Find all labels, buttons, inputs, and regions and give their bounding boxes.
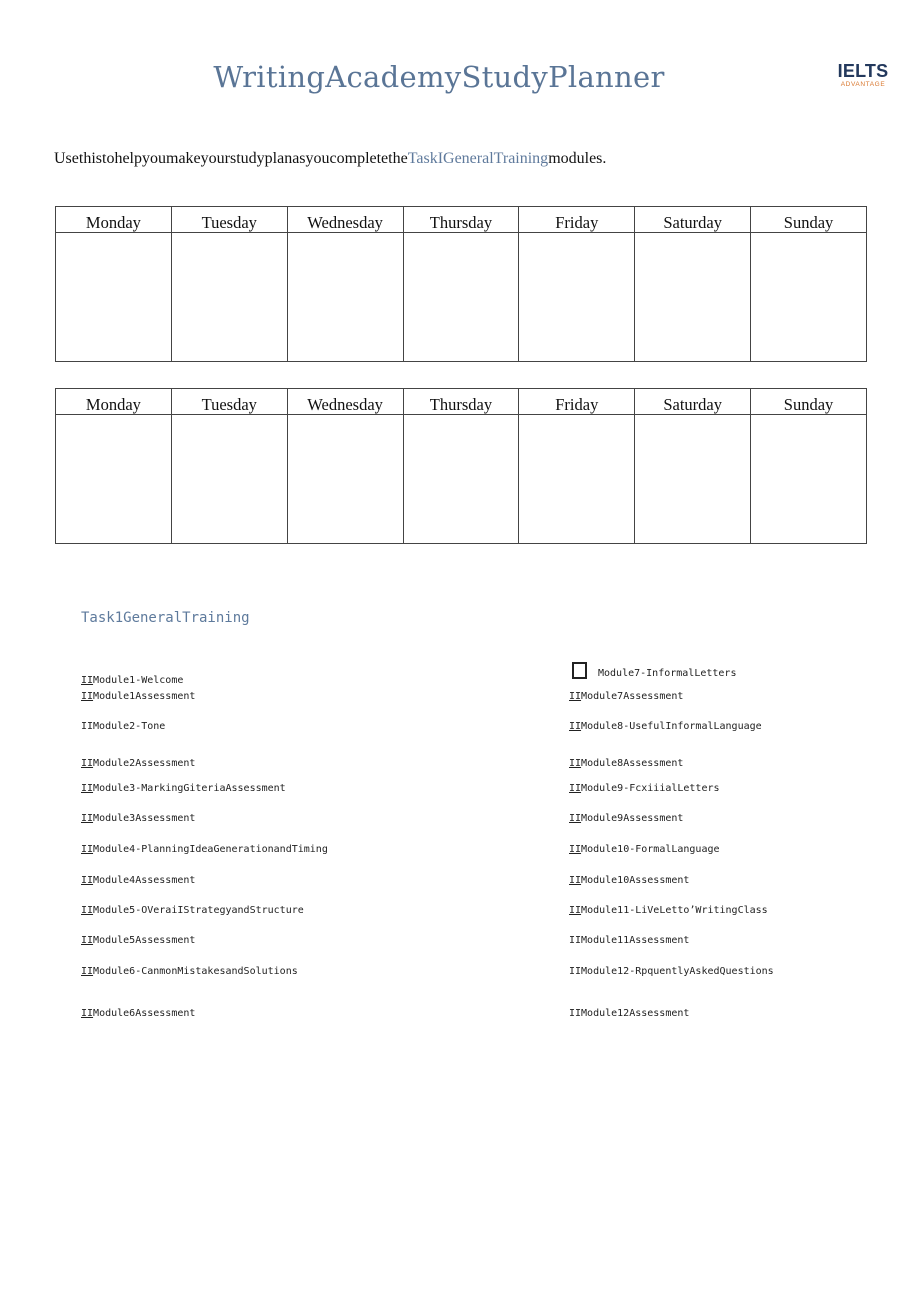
day-cells-row: [56, 415, 867, 544]
module-label: Module3-MarkingGiteriaAssessment: [93, 783, 286, 794]
day-header-thursday: Thursday: [403, 389, 519, 415]
day-cell-saturday[interactable]: [635, 415, 751, 544]
day-header-friday: Friday: [519, 389, 635, 415]
day-header-wednesday: Wednesday: [287, 389, 403, 415]
day-cell-sunday[interactable]: [751, 233, 867, 362]
day-cell-thursday[interactable]: [403, 233, 519, 362]
module-item[interactable]: [569, 966, 774, 978]
logo-sub-text: ADVANTAGE: [840, 81, 886, 88]
checkbox-icon[interactable]: [572, 662, 587, 677]
checkbox-mark: II: [569, 691, 582, 702]
module-item[interactable]: [598, 668, 736, 680]
day-header-row: [56, 207, 867, 233]
logo-main-text: IELTS: [837, 61, 889, 81]
day-cell-wednesday[interactable]: [287, 415, 403, 544]
checkbox-mark: II: [569, 758, 582, 769]
checkbox-mark: II: [569, 783, 582, 794]
checkbox-mark: II: [81, 783, 94, 794]
module-label: IIModule2-Tone: [81, 721, 166, 732]
module-label: Module1Assessment: [93, 691, 196, 702]
intro-before: Usethistohelpyoumakeyourstudyplanasyoucompletethe: [54, 150, 408, 167]
checkbox-mark: II: [81, 758, 94, 769]
day-header-monday: Monday: [56, 207, 172, 233]
module-label: Module7Assessment: [581, 691, 684, 702]
day-cell-thursday[interactable]: [403, 415, 519, 544]
day-cell-friday[interactable]: [519, 415, 635, 544]
ielts-logo: [820, 62, 906, 89]
checkbox-mark: II: [569, 905, 582, 916]
module-label: Module7-InformalLetters: [598, 668, 737, 679]
day-header-sunday: Sunday: [751, 389, 867, 415]
day-header-friday: Friday: [519, 207, 635, 233]
module-label: Module1-Welcome: [93, 675, 184, 686]
intro-text: [54, 150, 606, 168]
checkbox-mark: II: [81, 675, 94, 686]
day-header-saturday: Saturday: [635, 207, 751, 233]
day-header-monday: Monday: [56, 389, 172, 415]
module-item[interactable]: [569, 905, 768, 917]
day-cells-row: [56, 233, 867, 362]
module-item[interactable]: [81, 721, 165, 733]
module-label: IIModule12-RpquentlyAskedQuestions: [569, 966, 774, 977]
module-item[interactable]: [81, 844, 328, 856]
checkbox-mark: II: [569, 875, 582, 886]
section-title: Task1GeneralTraining: [81, 610, 250, 626]
day-header-thursday: Thursday: [403, 207, 519, 233]
module-item[interactable]: [569, 691, 683, 703]
module-item[interactable]: [81, 675, 183, 687]
intro-accent: TaskIGeneralTraining: [407, 150, 549, 167]
module-label: Module11-LiVeLetto’WritingClass: [581, 905, 768, 916]
module-label: IIModule12Assessment: [569, 1008, 690, 1019]
module-item[interactable]: [569, 783, 720, 795]
day-cell-monday[interactable]: [56, 415, 172, 544]
checkbox-mark: II: [81, 691, 94, 702]
checkbox-mark: II: [569, 721, 582, 732]
intro-after: modules.: [548, 150, 607, 167]
module-item[interactable]: [81, 691, 195, 703]
module-label: Module4Assessment: [93, 875, 196, 886]
module-item[interactable]: [81, 875, 195, 887]
day-cell-saturday[interactable]: [635, 233, 751, 362]
module-label: Module4-PlanningIdeaGenerationandTiming: [93, 844, 328, 855]
module-item[interactable]: [81, 783, 286, 795]
checkbox-mark: II: [81, 905, 94, 916]
day-header-tuesday: Tuesday: [171, 207, 287, 233]
checkbox-mark: II: [81, 844, 94, 855]
weekly-planner-table-2: [55, 388, 867, 544]
module-label: Module8-UsefulInformalLanguage: [581, 721, 762, 732]
module-label: Module10Assessment: [581, 875, 690, 886]
page-title: WritingAcademyStudyPlanner: [213, 60, 665, 94]
day-cell-tuesday[interactable]: [171, 415, 287, 544]
module-label: Module8Assessment: [581, 758, 684, 769]
day-cell-friday[interactable]: [519, 233, 635, 362]
module-item[interactable]: [569, 935, 689, 947]
day-cell-monday[interactable]: [56, 233, 172, 362]
module-label: Module10-FormalLanguage: [581, 844, 720, 855]
checkbox-mark: II: [569, 844, 582, 855]
module-item[interactable]: [569, 1008, 689, 1020]
module-item[interactable]: [81, 1008, 195, 1020]
module-label: Module3Assessment: [93, 813, 196, 824]
module-item[interactable]: [81, 966, 298, 978]
module-item[interactable]: [569, 813, 683, 825]
checkbox-mark: II: [81, 875, 94, 886]
module-item[interactable]: [569, 758, 683, 770]
module-item[interactable]: [569, 721, 762, 733]
checkbox-mark: II: [81, 813, 94, 824]
module-label: Module2Assessment: [93, 758, 196, 769]
module-item[interactable]: [569, 844, 720, 856]
checkbox-mark: II: [81, 966, 94, 977]
day-cell-sunday[interactable]: [751, 415, 867, 544]
module-item[interactable]: [81, 758, 195, 770]
module-label: Module5-OVeraiIStrategyandStructure: [93, 905, 304, 916]
module-label: Module9Assessment: [581, 813, 684, 824]
day-cell-wednesday[interactable]: [287, 233, 403, 362]
module-label: IIModule11Assessment: [569, 935, 690, 946]
day-header-tuesday: Tuesday: [171, 389, 287, 415]
module-item[interactable]: [569, 875, 689, 887]
checkbox-mark: II: [81, 935, 94, 946]
day-header-wednesday: Wednesday: [287, 207, 403, 233]
module-item[interactable]: [81, 905, 304, 917]
module-label: Module6-CanmonMistakesandSolutions: [93, 966, 298, 977]
weekly-planner-table-1: [55, 206, 867, 362]
checkbox-mark: II: [569, 813, 582, 824]
module-label: Module6Assessment: [93, 1008, 196, 1019]
module-label: Module9-FcxiiialLetters: [581, 783, 720, 794]
day-header-row: [56, 389, 867, 415]
module-item[interactable]: [81, 935, 195, 947]
day-cell-tuesday[interactable]: [171, 233, 287, 362]
module-item[interactable]: [81, 813, 195, 825]
day-header-saturday: Saturday: [635, 389, 751, 415]
day-header-sunday: Sunday: [751, 207, 867, 233]
module-label: Module5Assessment: [93, 935, 196, 946]
checkbox-mark: II: [81, 1008, 94, 1019]
